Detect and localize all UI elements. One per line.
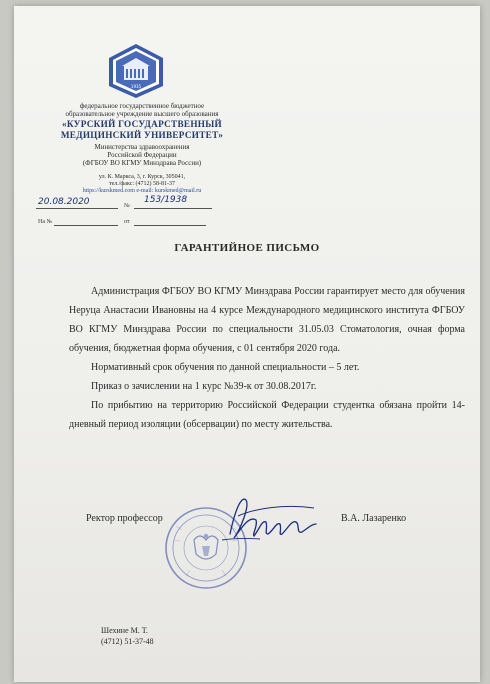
short-name: (ФГБОУ ВО КГМУ Минздрава России) <box>82 159 202 167</box>
letterhead-line1: федеральное государственное бюджетное <box>79 102 205 110</box>
ministry-line2: Российской Федерации <box>107 151 177 159</box>
outgoing-number-label: № <box>124 203 130 209</box>
ministry-line1: Министерства здравоохранения <box>94 143 190 151</box>
paragraph-duration: Нормативный срок обучения по данной специальности – 5 лет. <box>91 362 360 373</box>
address: ул. К. Маркса, 3, г. Курск, 305041, <box>98 174 186 180</box>
date-line <box>36 208 118 209</box>
contact-name: Шехине М. Т. <box>101 626 148 635</box>
incoming-number-label: На № <box>38 219 53 225</box>
contact-phone: (4712) 51-37-48 <box>101 637 154 646</box>
outgoing-date: 20.08.2020 <box>38 197 90 207</box>
logo-year: 1935 <box>130 84 142 89</box>
university-name-line1: «КУРСКИЙ ГОСУДАРСТВЕННЫЙ <box>62 119 222 129</box>
incoming-date-line <box>134 225 206 226</box>
university-logo-icon <box>105 42 167 100</box>
paragraph-order: Приказ о зачислении на 1 курс №39-к от 30.08.2017г. <box>91 381 317 392</box>
handwritten-signature <box>216 494 326 546</box>
letter-body <box>69 282 465 434</box>
letter-page <box>14 6 480 682</box>
letterhead-line2: образовательное учреждение высшего образования <box>65 110 219 118</box>
phone-fax: тел./факс: (4712) 58-81-37 <box>108 181 176 187</box>
document-title: ГАРАНТИЙНОЕ ПИСЬМО <box>174 242 320 254</box>
outgoing-number: 153/1938 <box>144 195 188 205</box>
incoming-date-label: от <box>124 219 130 225</box>
signer-position: Ректор профессор <box>86 513 163 524</box>
university-name-line2: МЕДИЦИНСКИЙ УНИВЕРСИТЕТ» <box>60 130 224 140</box>
number-line <box>134 208 212 209</box>
incoming-number-line <box>54 225 118 226</box>
paragraph-guarantee: Администрация ФГБОУ ВО КГМУ Минздрава России гарантирует место для обучения Неруца Анастасии Ивановны на 4 курсе Международного медицинского института ФГБОУ ВО КГМУ Минздрава России по специальности 31.05.03 Стоматология, очная форма обучения, бюджетная форма обучения, с 01 сентября 2020 года. <box>69 286 465 354</box>
paragraph-isolation: По прибытию на территорию Российской Федерации студентка обязана пройти 14- дневный период изоляции (обсервации) по месту жительства. <box>69 400 465 430</box>
web-email: https://kurskmed.com e-mail: kurskmed@mail.ru <box>82 188 202 194</box>
signer-name: В.А. Лазаренко <box>341 513 407 524</box>
